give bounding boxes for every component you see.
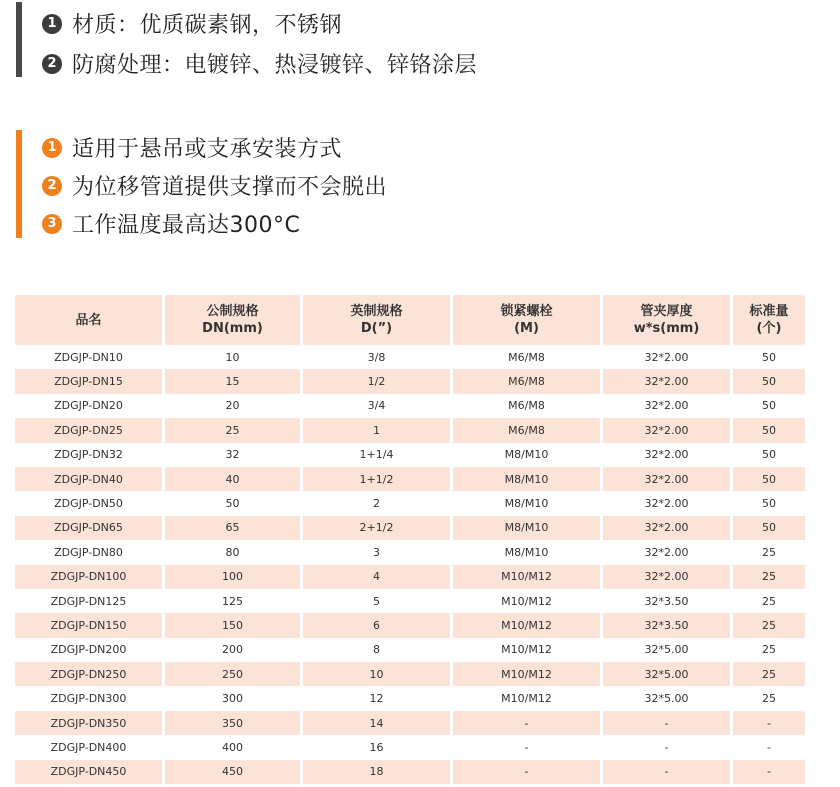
cell-imperial-size: 10 bbox=[303, 662, 453, 686]
cell-product-name: ZDGJP-DN400 bbox=[15, 735, 165, 759]
cell-lock-bolt: - bbox=[453, 735, 603, 759]
cell-imperial-size: 16 bbox=[303, 735, 453, 759]
table-body bbox=[15, 345, 805, 784]
cell-metric-size: 80 bbox=[165, 540, 303, 564]
cell-imperial-size: 1/2 bbox=[303, 369, 453, 393]
materials-accent-bar bbox=[16, 2, 22, 77]
feature-text: 为位移管道提供支撑而不会脱出 bbox=[72, 175, 388, 200]
cell-clamp-thickness: 32*2.00 bbox=[603, 516, 733, 540]
cell-standard-quantity: 25 bbox=[733, 565, 805, 589]
cell-metric-size: 25 bbox=[165, 418, 303, 442]
cell-imperial-size: 12 bbox=[303, 686, 453, 710]
table-row bbox=[15, 418, 805, 442]
table-row bbox=[15, 686, 805, 710]
cell-product-name: ZDGJP-DN300 bbox=[15, 686, 165, 710]
cell-product-name: ZDGJP-DN40 bbox=[15, 467, 165, 491]
cell-clamp-thickness: 32*2.00 bbox=[603, 443, 733, 467]
cell-imperial-size: 14 bbox=[303, 711, 453, 735]
cell-lock-bolt: M10/M12 bbox=[453, 686, 603, 710]
cell-clamp-thickness: 32*2.00 bbox=[603, 565, 733, 589]
cell-product-name: ZDGJP-DN200 bbox=[15, 638, 165, 662]
cell-lock-bolt: M6/M8 bbox=[453, 345, 603, 369]
cell-standard-quantity: 25 bbox=[762, 594, 776, 608]
cell-lock-bolt: M10/M12 bbox=[453, 589, 603, 613]
cell-imperial-size: 3 bbox=[303, 540, 453, 564]
feature-item bbox=[42, 170, 387, 201]
cell-lock-bolt: M10/M12 bbox=[453, 613, 603, 637]
cell-metric-size: 10 bbox=[165, 345, 303, 369]
number-badge-1: 1 bbox=[42, 138, 62, 158]
cell-product-name: ZDGJP-DN20 bbox=[15, 394, 165, 418]
cell-lock-bolt: M8/M10 bbox=[453, 516, 603, 540]
cell-standard-quantity: 50 bbox=[762, 497, 776, 511]
table-row bbox=[15, 589, 805, 613]
cell-product-name: ZDGJP-DN125 bbox=[15, 589, 165, 613]
cell-metric-size: 65 bbox=[165, 516, 303, 540]
cell-lock-bolt: M8/M10 bbox=[453, 491, 603, 515]
cell-clamp-thickness: 32*3.50 bbox=[603, 589, 733, 613]
cell-standard-quantity: - bbox=[733, 760, 805, 784]
cell-imperial-size: 1 bbox=[303, 418, 453, 442]
cell-metric-size: 20 bbox=[165, 394, 303, 418]
cell-clamp-thickness: - bbox=[603, 711, 733, 735]
cell-clamp-thickness: - bbox=[603, 735, 733, 759]
cell-lock-bolt: - bbox=[453, 760, 603, 784]
number-badge-3: 3 bbox=[42, 214, 62, 234]
cell-metric-size: 450 bbox=[165, 760, 303, 784]
cell-lock-bolt: M6/M8 bbox=[453, 418, 603, 442]
cell-product-name: ZDGJP-DN250 bbox=[15, 662, 165, 686]
materials-section bbox=[16, 0, 616, 80]
cell-lock-bolt: M8/M10 bbox=[453, 540, 603, 564]
table-row bbox=[15, 443, 805, 467]
table-row bbox=[15, 662, 805, 686]
header-metric-size: 公制规格 DN(mm) bbox=[165, 295, 303, 345]
cell-lock-bolt: M8/M10 bbox=[453, 443, 603, 467]
cell-imperial-size: 4 bbox=[303, 565, 453, 589]
cell-product-name: ZDGJP-DN25 bbox=[15, 418, 165, 442]
cell-standard-quantity: 50 bbox=[762, 399, 776, 413]
cell-imperial-size: 8 bbox=[303, 638, 453, 662]
table-row bbox=[15, 565, 805, 589]
table-row bbox=[15, 638, 805, 662]
cell-standard-quantity: 25 bbox=[733, 613, 805, 637]
features-section bbox=[16, 128, 616, 248]
cell-product-name: ZDGJP-DN150 bbox=[15, 613, 165, 637]
cell-imperial-size: 3/8 bbox=[303, 345, 453, 369]
table-row bbox=[15, 540, 805, 564]
header-lock-bolt: 锁紧螺栓 (M) bbox=[453, 295, 603, 345]
feature-text: 工作温度最高达300°C bbox=[72, 213, 301, 238]
cell-standard-quantity: 25 bbox=[762, 545, 776, 559]
cell-lock-bolt: M10/M12 bbox=[453, 638, 603, 662]
cell-metric-size: 250 bbox=[165, 662, 303, 686]
header-clamp-thickness: 管夹厚度 w*s(mm) bbox=[603, 295, 733, 345]
cell-clamp-thickness: 32*2.00 bbox=[603, 369, 733, 393]
table-row bbox=[15, 711, 805, 735]
table-row bbox=[15, 467, 805, 491]
cell-clamp-thickness: - bbox=[603, 760, 733, 784]
cell-metric-size: 150 bbox=[165, 613, 303, 637]
table-row bbox=[15, 491, 805, 515]
cell-standard-quantity: 50 bbox=[762, 448, 776, 462]
header-imperial-size: 英制规格 D(”) bbox=[303, 295, 453, 345]
cell-clamp-thickness: 32*2.00 bbox=[603, 540, 733, 564]
cell-clamp-thickness: 32*2.00 bbox=[603, 418, 733, 442]
cell-clamp-thickness: 32*2.00 bbox=[603, 394, 733, 418]
features-accent-bar bbox=[16, 130, 22, 238]
number-badge-2: 2 bbox=[42, 176, 62, 196]
cell-metric-size: 50 bbox=[165, 491, 303, 515]
table-row bbox=[15, 735, 805, 759]
cell-clamp-thickness: 32*5.00 bbox=[603, 686, 733, 710]
cell-lock-bolt: M6/M8 bbox=[453, 369, 603, 393]
cell-lock-bolt: M10/M12 bbox=[453, 565, 603, 589]
cell-imperial-size: 2+1/2 bbox=[303, 516, 453, 540]
cell-lock-bolt: M6/M8 bbox=[453, 394, 603, 418]
material-item bbox=[42, 48, 477, 79]
feature-text: 适用于悬吊或支承安装方式 bbox=[72, 137, 343, 162]
cell-clamp-thickness: 32*5.00 bbox=[603, 638, 733, 662]
cell-lock-bolt: M8/M10 bbox=[453, 467, 603, 491]
cell-metric-size: 200 bbox=[165, 638, 303, 662]
cell-product-name: ZDGJP-DN32 bbox=[15, 443, 165, 467]
cell-metric-size: 400 bbox=[165, 735, 303, 759]
table-row bbox=[15, 516, 805, 540]
cell-standard-quantity: 25 bbox=[762, 692, 776, 706]
number-badge-1: 1 bbox=[42, 14, 62, 34]
cell-standard-quantity: 50 bbox=[733, 516, 805, 540]
table-row bbox=[15, 345, 805, 369]
cell-clamp-thickness: 32*3.50 bbox=[603, 613, 733, 637]
material-text: 材质：优质碳素钢，不锈钢 bbox=[72, 13, 343, 38]
cell-product-name: ZDGJP-DN50 bbox=[15, 491, 165, 515]
cell-clamp-thickness: 32*2.00 bbox=[603, 467, 733, 491]
cell-imperial-size: 2 bbox=[303, 491, 453, 515]
cell-product-name: ZDGJP-DN450 bbox=[15, 760, 165, 784]
cell-lock-bolt: - bbox=[453, 711, 603, 735]
cell-clamp-thickness: 32*2.00 bbox=[603, 491, 733, 515]
cell-metric-size: 125 bbox=[165, 589, 303, 613]
cell-product-name: ZDGJP-DN350 bbox=[15, 711, 165, 735]
cell-product-name: ZDGJP-DN80 bbox=[15, 540, 165, 564]
material-item bbox=[42, 8, 342, 39]
header-standard-quantity: 标准量 (个) bbox=[749, 304, 789, 336]
cell-imperial-size: 3/4 bbox=[303, 394, 453, 418]
cell-metric-size: 32 bbox=[165, 443, 303, 467]
cell-imperial-size: 6 bbox=[303, 613, 453, 637]
cell-metric-size: 40 bbox=[165, 467, 303, 491]
cell-product-name: ZDGJP-DN10 bbox=[15, 345, 165, 369]
feature-item bbox=[42, 132, 342, 163]
cell-standard-quantity: - bbox=[733, 711, 805, 735]
table-row bbox=[15, 394, 805, 418]
cell-clamp-thickness: 32*5.00 bbox=[603, 662, 733, 686]
cell-clamp-thickness: 32*2.00 bbox=[603, 345, 733, 369]
cell-metric-size: 300 bbox=[165, 686, 303, 710]
cell-standard-quantity: 25 bbox=[762, 643, 776, 657]
cell-imperial-size: 18 bbox=[303, 760, 453, 784]
cell-metric-size: 15 bbox=[165, 369, 303, 393]
cell-standard-quantity: - bbox=[767, 740, 771, 754]
table-row bbox=[15, 369, 805, 393]
cell-product-name: ZDGJP-DN100 bbox=[15, 565, 165, 589]
cell-product-name: ZDGJP-DN15 bbox=[15, 369, 165, 393]
cell-standard-quantity: 50 bbox=[762, 350, 776, 364]
cell-lock-bolt: M10/M12 bbox=[453, 662, 603, 686]
cell-imperial-size: 1+1/2 bbox=[303, 467, 453, 491]
feature-item bbox=[42, 208, 300, 239]
cell-standard-quantity: 50 bbox=[733, 467, 805, 491]
number-badge-2: 2 bbox=[42, 54, 62, 74]
table-row bbox=[15, 760, 805, 784]
cell-metric-size: 350 bbox=[165, 711, 303, 735]
table-header-row bbox=[15, 295, 805, 345]
table-row bbox=[15, 613, 805, 637]
cell-standard-quantity: 25 bbox=[733, 662, 805, 686]
cell-standard-quantity: 50 bbox=[733, 369, 805, 393]
cell-imperial-size: 1+1/4 bbox=[303, 443, 453, 467]
cell-metric-size: 100 bbox=[165, 565, 303, 589]
cell-standard-quantity: 50 bbox=[733, 418, 805, 442]
material-text: 防腐处理：电镀锌、热浸镀锌、锌铬涂层 bbox=[72, 53, 478, 78]
cell-imperial-size: 5 bbox=[303, 589, 453, 613]
spec-table bbox=[15, 295, 805, 784]
header-product-name: 品名 bbox=[15, 295, 165, 345]
cell-product-name: ZDGJP-DN65 bbox=[15, 516, 165, 540]
